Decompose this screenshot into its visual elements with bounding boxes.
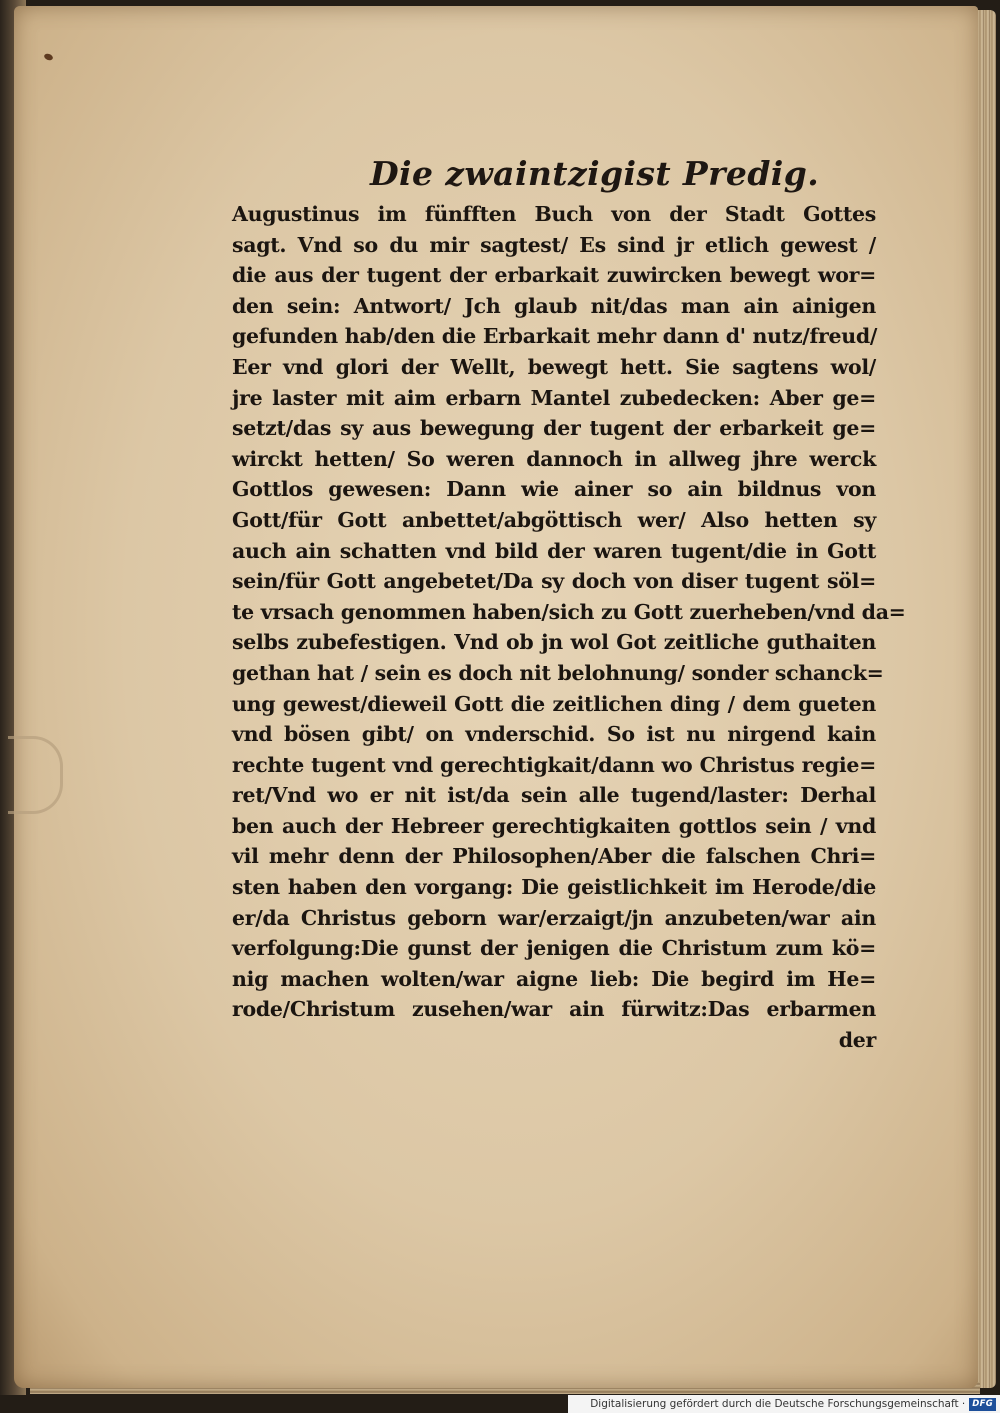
text-line: vil mehr denn der Philosophen/Aber die falschen Chri=	[232, 844, 876, 869]
text-line: Augustinus im fünfften Buch von der Stadt Gottes	[232, 202, 876, 226]
text-line: gefunden hab/den die Erbarkait mehr dann d' nutz/freud/	[232, 324, 878, 349]
funding-credit: Digitalisierung gefördert durch die Deutsche Forschungsgemeinschaft ·	[590, 1398, 966, 1410]
text-line: auch ain schatten vnd bild der waren tugent/die in Gott	[232, 538, 876, 563]
text-line: te vrsach genommen haben/sich zu Gott zuerheben/vnd da=	[232, 599, 906, 624]
clasp-ring	[8, 736, 63, 814]
text-line: ben auch der Hebreer gerechtigkaiten gottlos sein / vnd	[232, 813, 876, 838]
text-line: rode/Christum zusehen/war ain fürwitz:Das erbarmen	[232, 997, 876, 1022]
text-line: Gott/für Gott anbettet/abgöttisch wer/ Also hetten sy	[232, 507, 876, 532]
text-line: die aus der tugent der erbarkait zuwircken bewegt wor=	[232, 263, 876, 288]
text-line: gethan hat / sein es doch nit belohnung/ sonder schanck=	[232, 660, 884, 685]
page-heading: Die zwaintzigist Predig.	[370, 154, 820, 193]
dfg-logo: DFG	[969, 1398, 996, 1411]
text-line: ret/Vnd wo er nit ist/da sein alle tugend/laster: Derhal	[232, 783, 876, 808]
text-line: den sein: Antwort/ Jch glaub nit/das man ain ainigen	[232, 293, 876, 318]
digitization-footer	[568, 1395, 1000, 1413]
ink-stain	[43, 53, 54, 62]
text-line: nig machen wolten/war aigne lieb: Die begird im He=	[232, 966, 876, 991]
text-line: Gottlos gewesen: Dann wie ainer so ain bildnus von	[232, 477, 876, 502]
verso-show-through	[244, 1066, 664, 1106]
text-line: Eer vnd glori der Wellt, bewegt hett. Sie sagtens wol/	[232, 354, 876, 379]
text-line: ung gewest/dieweil Gott die zeitlichen ding / dem gueten	[232, 691, 876, 716]
text-line: sein/für Gott angebetet/Da sy doch von diser tugent söl=	[232, 569, 876, 594]
text-line: selbs zubefestigen. Vnd ob jn wol Got zeitliche guthaiten	[232, 630, 876, 655]
text-line: der	[838, 1028, 876, 1053]
text-line: jre laster mit aim erbarn Mantel zubedecken: Aber ge=	[232, 385, 876, 410]
text-line: verfolgung:Die gunst der jenigen die Christum zum kö=	[232, 936, 876, 961]
text-line: er/da Christus geborn war/erzaigt/jn anzubeten/war ain	[232, 905, 876, 930]
text-line: wirckt hetten/ So weren dannoch in allweg jhre werck	[232, 446, 876, 471]
text-line: vnd bösen gibt/ on vnderschid. So ist nu nirgend kain	[232, 722, 876, 747]
text-line: setzt/das sy aus bewegung der tugent der erbarkeit ge=	[232, 416, 876, 441]
text-line: sagt. Vnd so du mir sagtest/ Es sind jr etlich gewest /	[232, 232, 876, 257]
text-line: rechte tugent vnd gerechtigkait/dann wo Christus regie=	[232, 752, 876, 777]
text-line: sten haben den vorgang: Die geistlichkeit im Herode/die	[232, 875, 876, 900]
body-text	[232, 199, 906, 1056]
